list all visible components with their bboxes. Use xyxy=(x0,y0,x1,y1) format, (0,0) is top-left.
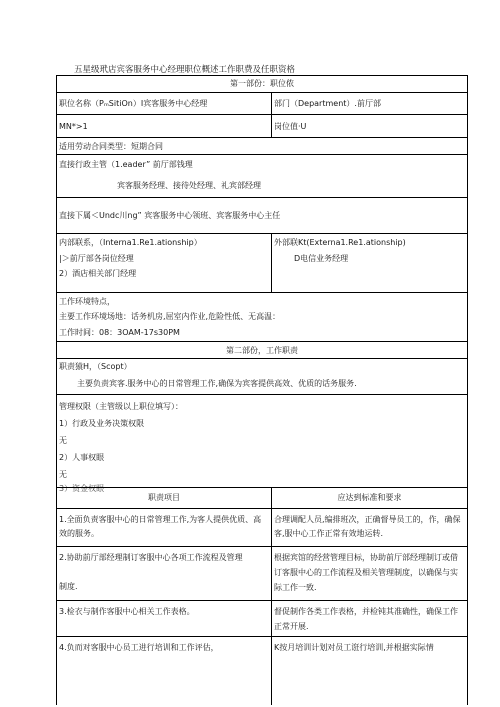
scope-row xyxy=(57,358,467,394)
contract-type: 适用劳动合同类型：短期合同 xyxy=(59,142,163,151)
work-hours: 工作时间：08：3OAM-17s30PM xyxy=(59,328,180,337)
col-duty-item: 职责项目 xyxy=(148,493,180,502)
position-grade: 岗位值·U xyxy=(274,122,307,131)
col-duty-standard: 应达到标准和要求 xyxy=(337,493,402,502)
subordinates-row xyxy=(57,197,467,233)
table-row xyxy=(57,600,467,636)
subordinates: 直接下属＜Undc川ng” 宾客服务中心领班、宾客服务中心主任 xyxy=(59,211,281,220)
direct-superior: 直接行政主管（1.eader” 前厅部钱理 xyxy=(59,160,193,169)
authority-label: 管理权限（主管级以上职位填写）： xyxy=(59,402,183,411)
position-code: MN*>1 xyxy=(59,122,88,131)
job-description-table xyxy=(56,75,468,705)
contract-row xyxy=(57,137,467,154)
table-row xyxy=(57,546,467,600)
env-places: 主要工作环境场地：话务机房,屈室内作业,危险性低、无高温： xyxy=(59,312,281,321)
part2-header: 第二部份，工作职责 xyxy=(226,346,298,355)
scope-label: 职责猿H，（Scopt） xyxy=(59,362,132,371)
part2-header-row xyxy=(57,341,467,358)
duty-standard: 根据宾馆的经营管理目标，协助前厅部经理制订或借订客服中心的工作流程及相关管理制度，以确保与实际工作一致. xyxy=(274,553,458,592)
part1-header: 第一部份：职位侬 xyxy=(230,79,294,88)
duty-item: 3.检衣与制作客服中心相关工作表格。 xyxy=(59,607,195,616)
position-name: 职位名称（PₘSitiOn）I宾客服务中心经理 xyxy=(59,99,208,108)
admin-authority-label: 1）行政及业务决策权限 xyxy=(59,419,145,428)
duty-standard: 督促制作各类工作表格，并检钝其准确性，确保工作正常开展. xyxy=(274,607,458,631)
finance-authority-label: 3）资金权眼 xyxy=(59,484,105,493)
duty-standard: K按月培训计划对员工诳行培训,并根据实际情 xyxy=(274,643,434,652)
duties-header-row xyxy=(57,487,467,508)
authority-row xyxy=(57,394,467,493)
duty-item: 4.负而对客服中心员工进行培训和工作评估， xyxy=(59,643,219,652)
part1-header-row xyxy=(57,76,467,92)
internal-item-1: |＞前厅部各岗位经理 xyxy=(59,254,134,263)
table-row xyxy=(57,508,467,546)
scope-text: 主要负责宾客.服务中心的日常管理工作,确保为宾客提供高效、优质的话务服务. xyxy=(77,379,357,388)
external-label: 外部联Kt(Externa1.Re1.ationship) xyxy=(274,238,406,247)
direct-superior-2: 宾客服务经理、接待处经理、礼宾部经理 xyxy=(117,181,261,190)
position-row xyxy=(57,92,467,114)
external-item-1: D电信业务经理 xyxy=(294,254,349,263)
duty-standard: 合理调配人员,编排班次，正确督导员工的，作，确保客,服中心工作正常有效地运转. xyxy=(274,515,461,538)
duty-item-continued: 制度. xyxy=(59,582,78,591)
duty-item: 1.全面负责客服中心的日常管理工作,为客人提供优质、高效的服务。 xyxy=(59,515,262,538)
internal-item-2: 2）酒店相关部门经理 xyxy=(59,269,137,278)
hr-authority-value: 无 xyxy=(59,470,67,479)
hr-authority-label: 2）人事权眼 xyxy=(59,453,105,462)
department: 部门（Department）.前厅部 xyxy=(274,99,381,108)
relationships-row xyxy=(57,233,467,292)
environment-row xyxy=(57,292,467,341)
document-title: 五星级玳店宾客服务中心经理职位概述工作职费及任职资格 xyxy=(74,65,296,75)
duty-item: 2.协助前厅部经理制订客服中心各项工作流程及管理 xyxy=(59,553,243,562)
internal-label: 内部联系，（Interna1.Re1.ationship） xyxy=(59,238,202,247)
code-row xyxy=(57,114,467,137)
table-row xyxy=(57,636,467,705)
superior-row xyxy=(57,154,467,197)
env-label: 工作环境特点， xyxy=(59,297,115,306)
admin-authority-value: 无 xyxy=(59,436,67,445)
